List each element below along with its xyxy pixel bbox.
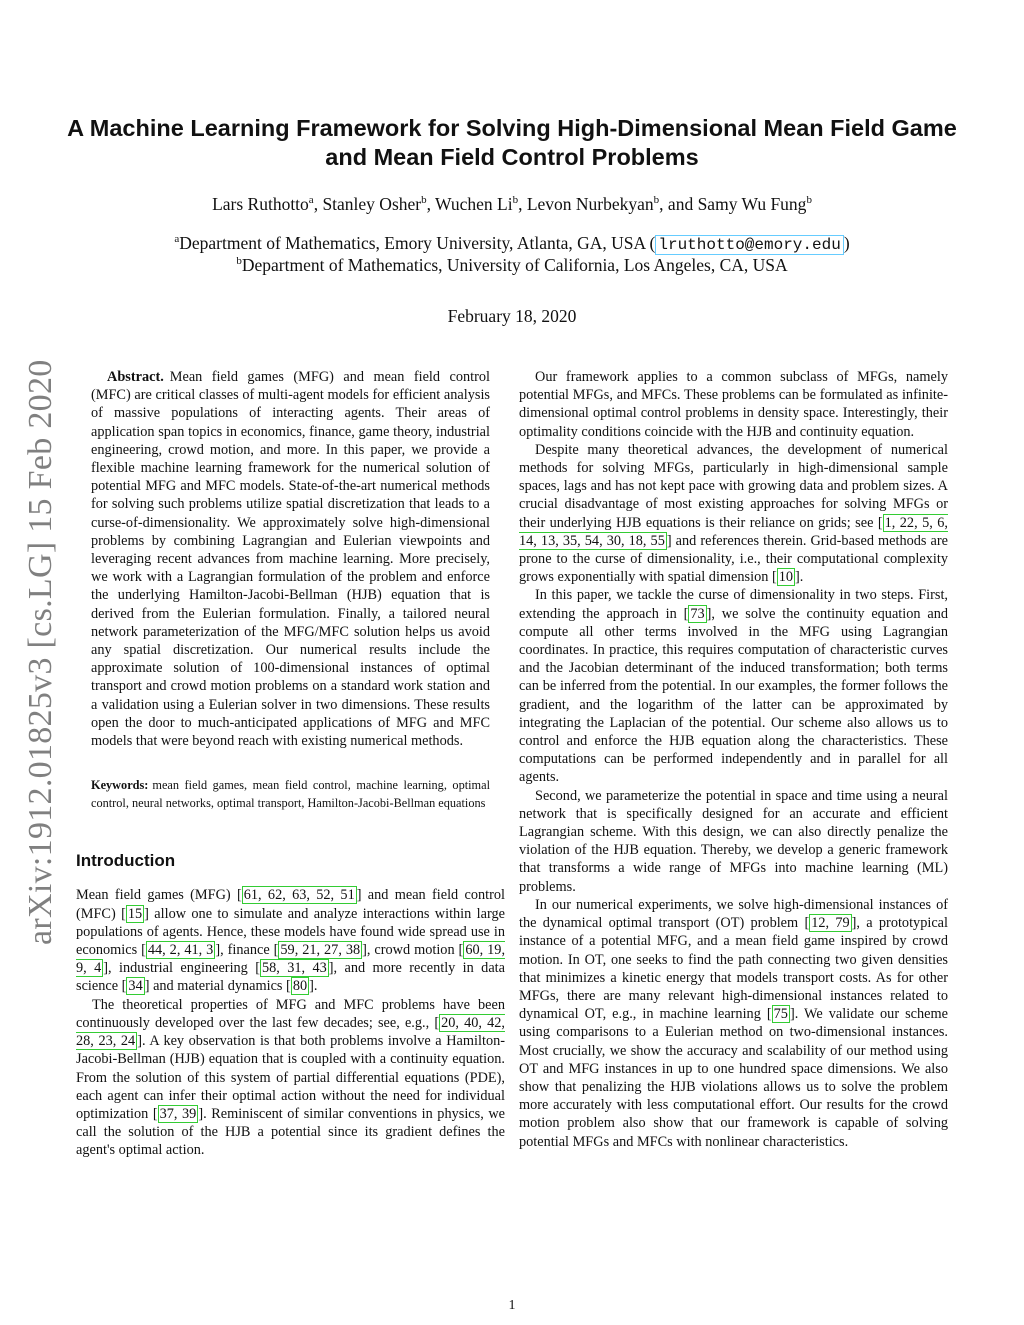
paragraph-text: In our numerical experiments, we solve high-dimensional instances of the dynamical optimal transport (OT) problem [519, 896, 948, 932]
keywords-text: mean field games, mean field control, machine learning, optimal control, neural networks, optimal transport, Hamilton-Jacobi-Bellman equations [91, 778, 490, 811]
right-paragraph-3: In this paper, we tackle the curse of dimensionality in two steps. First, extending the approach in [ 73 ], we solve the continuity equation and compute all other terms involved in the MFG using Lagrangian coordinates. In practice, this requires computation of characteristic curves and the Jacobian determinant of the induced transformation; both terms can be inferred from the potential. In our examples, the former follows the gradient, and the logarithm of the latter can be approximated by integrating the Laplacian of the potential. Our scheme also allows us to control and enforce the HJB equation along the characteristics. These computations can be performed independently and in parallel for all agents. [519, 587, 948, 786]
citation-link[interactable]: 44, 2, 41, 3 [147, 942, 214, 959]
author-affiliation-mark: b [512, 194, 519, 207]
citation-link[interactable]: 37, 39 [159, 1105, 197, 1122]
citation-link[interactable]: 75 [773, 1006, 788, 1023]
author-affiliation-mark: b [421, 194, 427, 207]
citation-link[interactable]: 80 [292, 978, 308, 995]
paragraph-text: and material dynamics [153, 978, 283, 995]
abstract [76, 368, 505, 750]
author-name: Levon Nurbekyan [526, 194, 654, 214]
affiliation-mark: b [236, 255, 242, 268]
paragraph-text: allow one to simulate and analyze interactions within large populations of agents. Hence, these models have found wide spread use in economics [76, 905, 505, 959]
author-affiliation-mark: a [308, 194, 314, 207]
affiliation-b [60, 255, 964, 276]
author-affiliation-mark: b [806, 194, 812, 207]
paragraph-text: . A key observation is that both problems involve a Hamilton-Jacobi-Bellman (HJB) equation that is coupled with a continuity equation. From the solution of this system of partial differential equations (PDE), each agent can infer their optimal action without the need for individual optimization [76, 1033, 505, 1122]
citation-link[interactable]: 59, 21, 27, 38 [280, 942, 361, 959]
paragraph-text: Mean field games (MFG) [76, 887, 231, 904]
paragraph-text: and mean field control (MFC) [76, 887, 505, 922]
paragraph-text: , and more recently in data science [76, 960, 505, 995]
citation-link[interactable]: 61, 62, 63, 52, 51 [243, 887, 355, 904]
paragraph-text: . [799, 569, 804, 586]
right-paragraph-4: Second, we parameterize the potential in space and time using a neural network that is specifically designed for an accurate and efficient Lagrangian scheme. With this design, we can also directly penalize the violation of the HJB equation. Thereby, we develop a generic framework that transforms a wide range of MFGs into machine learning (ML) problems. [519, 787, 948, 895]
affiliation-mark: a [174, 233, 180, 246]
paragraph-text: , finance [220, 942, 270, 959]
paragraph-text: Despite many theoretical advances, the development of numerical methods for solving MFGs, particularly in high-dimensional sample spaces, lags and has not kept pace with growing data and problem sizes. A crucial disadvantage of most existing approaches for solving MFGs or their underlying HJB equations is their reliance on grids; see [519, 441, 948, 531]
affiliation-text: Department of Mathematics, University of California, Los Angeles, CA, USA [241, 255, 788, 275]
author-list: Lars Ruthotto$^a$, Stanley Osher$^b$, Wuchen Li$^b$, Levon Nurbekyan$^b$, and Samy Wu Fung$^b$ [212, 194, 812, 214]
affiliation-text: Department of Mathematics, Emory University, Atlanta, GA, USA [179, 233, 646, 253]
abstract-label: Abstract. [107, 369, 164, 385]
arxiv-identifier-stamp: arXiv:1912.01825v3 [cs.LG] 15 Feb 2020 [22, 359, 59, 945]
section-heading-introduction: Introduction [76, 851, 176, 871]
paper-title: A Machine Learning Framework for Solving High-Dimensional Mean Field Game and Mean Field Control Problems [67, 115, 957, 170]
author-name: Wuchen Li [435, 194, 513, 214]
citation-link[interactable]: 60, 19, 9, 4 [76, 942, 506, 977]
citation-link[interactable]: 73 [690, 605, 705, 622]
affiliation-a: $^a$Department of Mathematics, Emory University, Atlanta, GA, USA ( lruthotto@emory.edu ) [174, 233, 850, 254]
paragraph-text: The theoretical properties of MFG and MFC problems have been continuously developed over the last few decades; see, e.g., [76, 996, 505, 1031]
intro-paragraph-1: Mean field games (MFG) [ 61, 62, 63, 52, 51 ] and mean field control (MFC) [ 15 ] allow one to simulate and analyze interactions within large populations of agents. Hence, these models have found wide spread use in economics [ 44, 2, 41, 3 ], finance [ 59, 21, 27, 38 ], crowd motion [ 60, 19, 9, 4 ], industrial engineering [ 58, 31, 43 ], and more recently in data science [ 34 ] and material dynamics [ 80 ]. [76, 887, 506, 995]
citation-link[interactable]: 1, 22, 5, 6, 14, 13, 35, 54, 30, 18, 55 [519, 514, 948, 549]
keywords-label: Keywords: [91, 778, 149, 793]
author-name: Lars Ruthotto [212, 194, 309, 214]
paragraph-text: , a prototypical instance of a potential MFG, and a mean field game inspired by crowd motion. In OT, one seeks to find the path connecting two given densities that minimizes a kinetic energy that models transport costs. As for other MFGs, there are many relevant high-dimensional instances related to dynamical OT, e.g., in machine learning [519, 915, 948, 1023]
citation-link[interactable]: 58, 31, 43 [261, 960, 327, 977]
left-column [76, 368, 505, 1160]
abstract-text: Mean field games (MFG) and mean field control (MFC) are critical classes of multi-agent models for efficient analysis of massive populations of interacting agents. Their areas of application span topics in economics, finance, game theory, industrial engineering, crowd motion, and more. In this paper, we provide a flexible machine learning framework for the numerical solution of potential MFG and MFC models. State-of-the-art numerical methods for solving such problems utilize spatial discretization that leads to a curse-of-dimensionality. We approximately solve high-dimensional problems by combining Lagrangian and Eulerian viewpoints and leveraging recent advances from machine learning. More precisely, we work with a Lagrangian formulation of the problem and enforce the underlying Hamilton-Jacobi-Bellman (HJB) equation that is derived from the Eulerian formulation. Finally, a tailored neural network parameterization of the MFG/MFC solution helps us avoid any spatial discretization. Our numerical results include the approximate solution of 100-dimensional instances of optimal transport and crowd motion problems on a standard work station and a validation using a Eulerian solver in two dimensions. These results open the door to much-anticipated applications of MFG and MFC models that were beyond reach with existing numerical methods. [91, 369, 490, 750]
paragraph-text: and references therein. Grid-based methods are prone to the curse of dimensionality, i.e., their computational complexity grows exponentially with spatial dimension [519, 532, 948, 586]
paragraph-text: , crowd motion [366, 942, 455, 959]
citation-link[interactable]: 10 [778, 569, 794, 586]
email-link[interactable]: lruthotto@emory.edu [655, 235, 843, 255]
paragraph-text: , we solve the continuity equation and compute all other terms involved in the MFG using Lagrangian coordinates. In practice, this requires computation of characteristic curves and the Jacobian determinant of the induced transformation; both terms can be inferred from the potential. In our examples, the former follows the gradient, and the logarithm of the latter can be approximated by integrating the Laplacian of the potential. Our scheme also allows us to control and enforce the HJB equation along the characteristics. These computations can be performed independently and in parallel for all agents. [519, 605, 948, 786]
paragraph-text: In this paper, we tackle the curse of dimensionality in two steps. First, extending the approach in [519, 587, 948, 622]
paragraph-text: . Reminiscent of similar conventions in physics, we call the solution of the HJB a potential since its gradient defines the agent's optimal action. [76, 1105, 506, 1159]
page-number: 1 [508, 1298, 516, 1313]
keywords [76, 776, 505, 812]
paragraph-text: . We validate our scheme using comparisons to a Eulerian method on two-dimensional instances. Most crucially, we show the accuracy and scalability of our method using OT and MFG instances in up to one hundred space dimensions. We also show that penalizing the HJB violations allows us to solve the problem more accurately with less computational effort. Our results for the crowd motion problem also show that our framework is capable of solving potential MFGs and MFCs with nonlinear characteristics. [519, 1006, 948, 1150]
citation-link[interactable]: 15 [127, 905, 143, 922]
author-affiliation-mark: b [653, 194, 660, 207]
intro-paragraph-2: The theoretical properties of MFG and MFC problems have been continuously developed over the last few decades; see, e.g., [ 20, 40, 42, 28, 23, 24 ]. A key observation is that both problems involve a Hamilton-Jacobi-Bellman (HJB) equation that is coupled with a continuity equation. From the solution of this system of partial differential equations (PDE), each agent can infer their optimal action without the need for individual optimization [ 37, 39 ]. Reminiscent of similar conventions in physics, we call the solution of the HJB a potential since its gradient defines the agent's optimal action. [76, 996, 506, 1159]
citation-link[interactable]: 34 [128, 978, 143, 995]
right-paragraph-2: Despite many theoretical advances, the development of numerical methods for solving MFGs, particularly in high-dimensional sample spaces, lags and has not kept pace with growing data and problem sizes. A crucial disadvantage of most existing approaches for solving MFGs or their underlying HJB equations is their reliance on grids; see [ 1, 22, 5, 6, 14, 13, 35, 54, 30, 18, 55 ] and references therein. Grid-based methods are prone to the curse of dimensionality, i.e., their computational complexity grows exponentially with spatial dimension [ 10 ]. [519, 441, 948, 586]
paragraph-text: . [313, 978, 318, 995]
author-name: Samy Wu Fung [697, 194, 807, 214]
right-paragraph-1: Our framework applies to a common subclass of MFGs, namely potential MFGs, and MFCs. These problems can be formulated as infinite-dimensional optimal control problems in density space. Interestingly, their optimality conditions coincide with the HJB and continuity equation. [519, 369, 948, 440]
right-column [519, 368, 948, 1151]
citation-link[interactable]: 20, 40, 42, 28, 23, 24 [76, 1014, 505, 1050]
paragraph-text: , industrial engineering [108, 960, 248, 977]
author-name: Stanley Osher [322, 194, 422, 214]
right-paragraph-5: In our numerical experiments, we solve high-dimensional instances of the dynamical optimal transport (OT) problem [ 12, 79 ], a prototypical instance of a potential MFG, and a mean field game inspired by crowd motion. In OT, one seeks to find the path connecting two given densities that minimizes a kinetic energy that models transport costs. As for other MFGs, there are many relevant high-dimensional instances related to dynamical OT, e.g., in machine learning [ 75 ]. We validate our scheme using comparisons to a Eulerian method on two-dimensional instances. Most crucially, we show the accuracy and scalability of our method using OT and MFG instances in up to one hundred space dimensions. We also show that penalizing the HJB violations allows us to solve the problem more accurately with less computational effort. Our results for the crowd motion problem also show that our framework is capable of solving potential MFGs and MFCs with nonlinear characteristics. [519, 896, 948, 1150]
citation-link[interactable]: 12, 79 [811, 915, 850, 932]
publication-date: February 18, 2020 [447, 306, 577, 326]
